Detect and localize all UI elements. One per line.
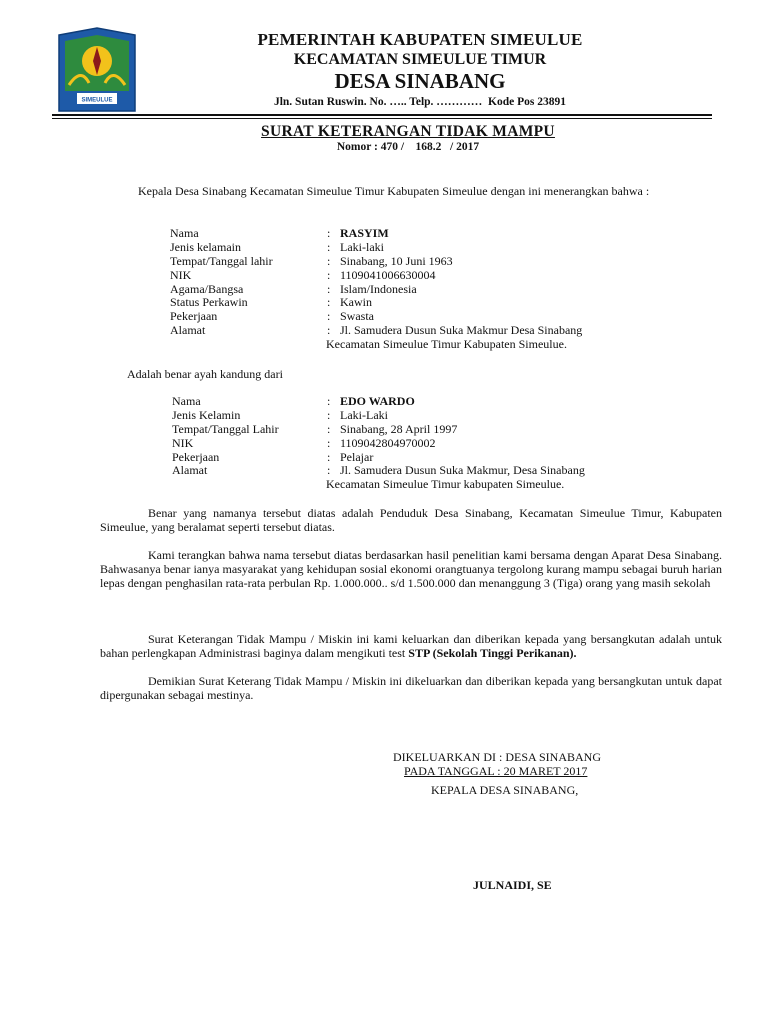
person1-row	[170, 323, 670, 337]
field-colon: :	[327, 281, 331, 296]
person1-row	[170, 240, 670, 254]
field-label: Nama	[170, 226, 199, 240]
header-district: KECAMATAN SIMEULUE TIMUR	[293, 51, 547, 68]
header-rule-thick	[52, 114, 712, 116]
field-value: Sinabang, 28 April 1997	[340, 421, 458, 436]
field-label: Pekerjaan	[170, 309, 218, 324]
header-address: Jln. Sutan Ruswin. No. ….. Telp. ………… Kode Pos 23891	[273, 96, 567, 108]
person2-address-continued: Kecamatan Simeulue Timur kabupaten Simeulue.	[326, 477, 565, 492]
field-label: Jenis kelamain	[170, 239, 241, 254]
field-colon: :	[327, 463, 331, 478]
field-colon: :	[327, 239, 331, 254]
field-colon: :	[327, 267, 331, 282]
signatory-position: KEPALA DESA SINABANG,	[431, 783, 579, 797]
issued-date: PADA TANGGAL : 20 MARET 2017	[404, 764, 588, 778]
field-colon: :	[327, 449, 331, 464]
field-value: Jl. Samudera Dusun Suka Makmur Desa Sinabang	[340, 323, 583, 338]
person2-block	[172, 394, 672, 491]
field-value: Swasta	[340, 309, 374, 324]
field-value: Kawin	[340, 295, 372, 310]
field-colon: :	[327, 253, 331, 268]
field-value: Laki-laki	[340, 239, 384, 254]
person1-row	[170, 282, 670, 296]
relation-text: Adalah benar ayah kandung dari	[127, 367, 283, 381]
paragraph-economic-status: Kami terangkan bahwa nama tersebut diatas berdasarkan hasil penelitian kami bersama dengan Aparat Desa Sinabang. Bahwasanya benar ianya masyarakat yang kehidupan sosial ekonomi orangtuanya tergolong kurang mampu sebagai buruh harian lepas dengan penghasilan rata-rata perbulan Rp. 1.000.000.. s/d 1.500.000 dan menanggung 3 (Tiga) orang yang masih sekolah	[100, 548, 722, 590]
intro-paragraph: Kepala Desa Sinabang Kecamatan Simeulue Timur Kabupaten Simeulue dengan ini menerangkan bahwa :	[138, 184, 650, 198]
person2-row	[172, 422, 672, 436]
field-colon: :	[327, 295, 331, 310]
field-value: RASYIM	[340, 226, 389, 240]
field-label: NIK	[170, 267, 192, 282]
field-label: Alamat	[172, 463, 208, 478]
issued-place: DIKELUARKAN DI : DESA SINABANG	[393, 750, 601, 764]
field-value: Islam/Indonesia	[340, 281, 417, 296]
field-label: Nama	[172, 394, 201, 408]
field-label: Jenis Kelamin	[172, 407, 241, 422]
field-value: 1109041006630004	[340, 267, 436, 282]
field-label: NIK	[172, 435, 194, 450]
village-emblem-logo	[55, 27, 139, 113]
field-colon: :	[327, 407, 331, 422]
letter-title: SURAT KETERANGAN TIDAK MAMPU	[261, 123, 555, 140]
header-village: DESA SINABANG	[334, 69, 506, 93]
field-label: Agama/Bangsa	[170, 281, 244, 296]
field-label: Pekerjaan	[172, 449, 220, 464]
signatory-name: JULNAIDI, SE	[473, 878, 552, 892]
field-value: 1109042804970002	[340, 435, 436, 450]
paragraph-purpose	[100, 632, 722, 660]
field-value: EDO WARDO	[340, 394, 415, 408]
field-colon: :	[327, 421, 331, 436]
person1-row	[170, 226, 670, 240]
logo-ribbon-text: SIMEULUE	[81, 97, 113, 104]
person2-row	[172, 450, 672, 464]
field-colon: :	[327, 435, 331, 450]
field-label: Tempat/Tanggal Lahir	[172, 421, 279, 436]
person1-row	[170, 295, 670, 309]
person2-row	[172, 436, 672, 450]
field-value: Sinabang, 10 Juni 1963	[340, 253, 453, 268]
person2-row	[172, 463, 672, 477]
field-value: Jl. Samudera Dusun Suka Makmur, Desa Sinabang	[340, 463, 585, 478]
letter-number: Nomor : 470 / 168.2 / 2017	[336, 141, 480, 153]
field-value: Laki-Laki	[340, 407, 388, 422]
person2-row	[172, 394, 672, 408]
field-colon: :	[327, 309, 331, 324]
person1-row	[170, 254, 670, 268]
person1-row	[170, 309, 670, 323]
field-colon: :	[327, 323, 331, 338]
person1-row	[170, 268, 670, 282]
field-value: Pelajar	[340, 449, 374, 464]
header-government: PEMERINTAH KABUPATEN SIMEULUE	[257, 30, 583, 49]
person2-row	[172, 408, 672, 422]
purpose-text: Surat Keterangan Tidak Mampu / Miskin ini kami keluarkan dan diberikan kepada yang bersangkutan adalah untuk bahan perlengkapan Administrasi baginya dalam mengikuti test	[100, 632, 722, 660]
header-rule-thin	[52, 118, 712, 119]
person1-address-continued: Kecamatan Simeulue Timur Kabupaten Simeulue.	[326, 337, 567, 352]
field-label: Alamat	[170, 323, 206, 338]
field-colon: :	[327, 394, 331, 408]
paragraph-residency: Benar yang namanya tersebut diatas adalah Penduduk Desa Sinabang, Kecamatan Simeulue Timur, Kabupaten Simeulue, yang beralamat seperti tersebut diatas.	[100, 506, 722, 534]
field-label: Tempat/Tanggal lahir	[170, 253, 273, 268]
paragraph-closing: Demikian Surat Keterang Tidak Mampu / Miskin ini dikeluarkan dan diberikan kepada yang bersangkutan untuk dapat dipergunakan sebagai mestinya.	[100, 674, 722, 702]
person1-block	[170, 226, 670, 351]
field-label: Status Perkawin	[170, 295, 248, 310]
purpose-school: STP (Sekolah Tinggi Perikanan).	[408, 646, 577, 660]
field-colon: :	[327, 226, 331, 240]
